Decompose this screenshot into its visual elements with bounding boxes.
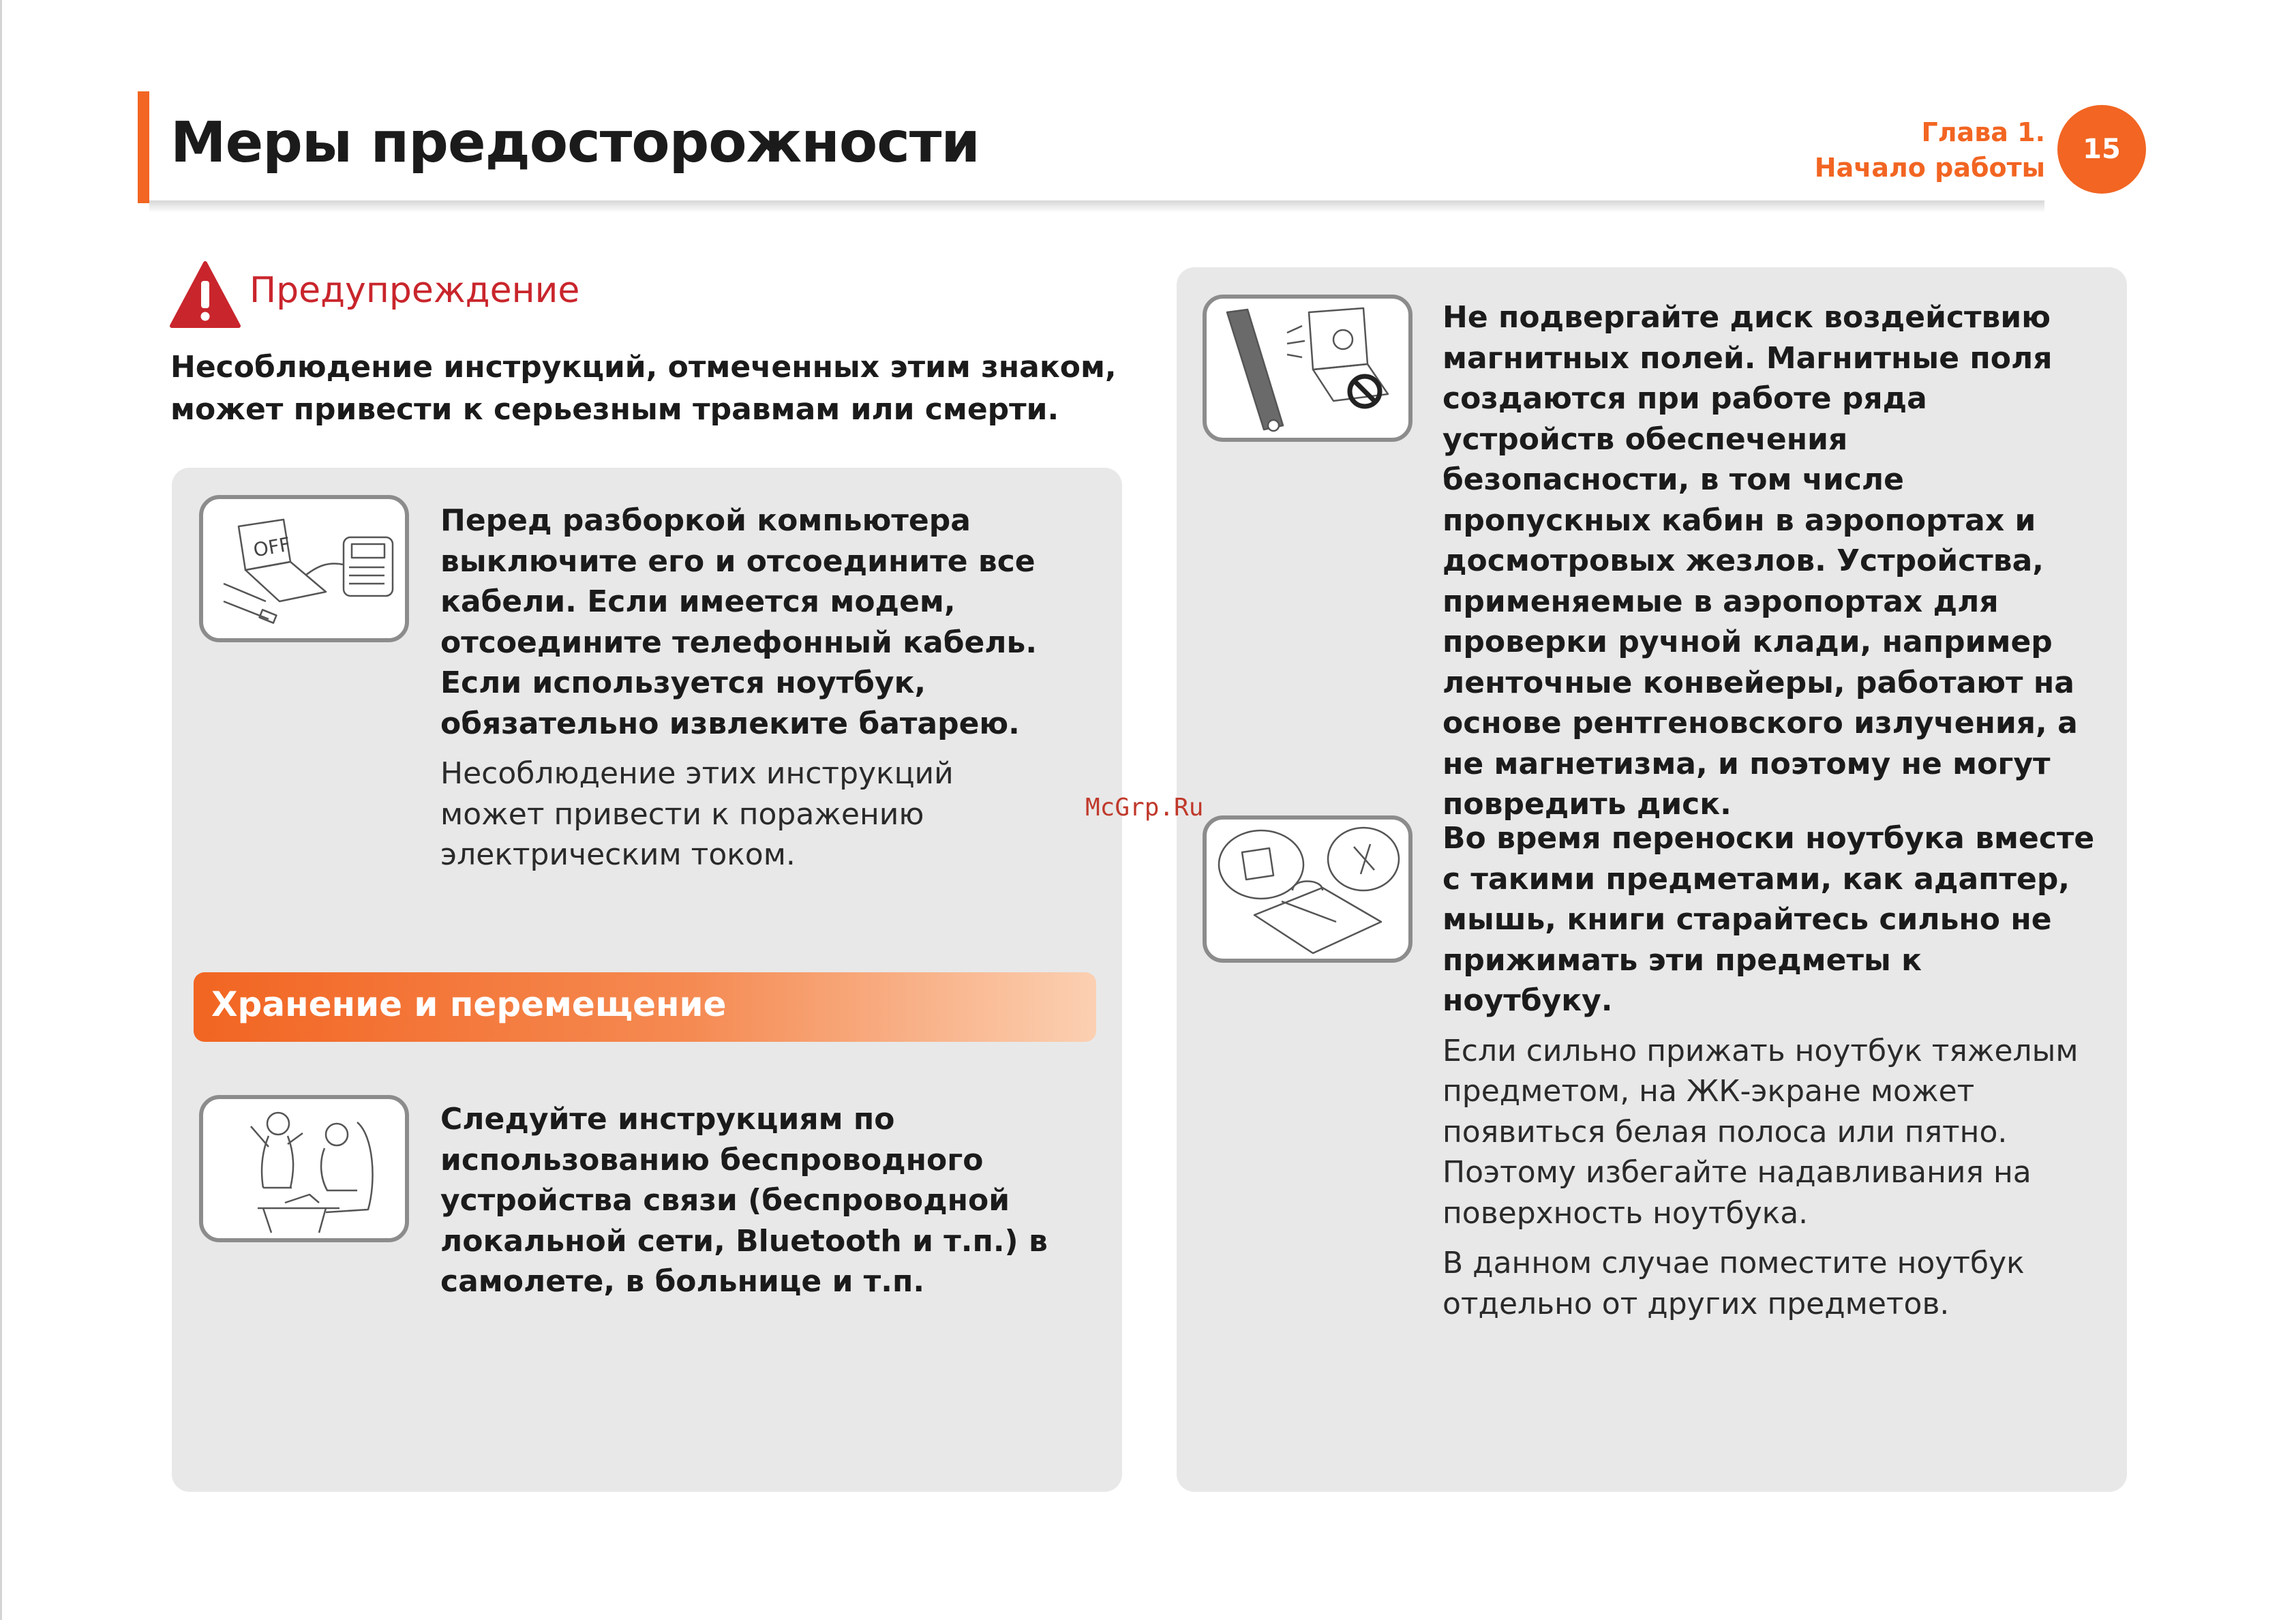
unplug-computer-illustration xyxy=(199,495,409,642)
warning-title: Предупреждение xyxy=(250,270,580,311)
disassembly-regular-text: Несоблюдение этих инструкций может привести к поражению электрическим током. xyxy=(440,756,954,872)
page-number-badge: 15 xyxy=(2057,105,2146,194)
disassembly-instruction xyxy=(440,500,1054,875)
carrying-bold-text: Во время переноски ноутбука вместе с такими предметами, как адаптер, мышь, книги старайтесь сильно не прижимать эти предметы к ноутбуку. xyxy=(1442,821,2095,1018)
wireless-instruction xyxy=(440,1099,1054,1302)
section-title: Хранение и перемещение xyxy=(211,985,727,1024)
magnetic-field-warning xyxy=(1442,297,2097,825)
chapter-number: Глава 1. xyxy=(1921,117,2045,147)
chapter-label xyxy=(1815,115,2045,185)
disassembly-bold-text: Перед разборкой компьютера выключите его и отсоедините все кабели. Если имеется модем, отсоедините телефонный кабель. Если используется ноутбук, обязательно извлеките батарею. xyxy=(440,503,1038,741)
title-accent-bar xyxy=(138,91,149,203)
off-label: OFF xyxy=(252,532,292,562)
chapter-title: Начало работы xyxy=(1814,153,2045,183)
carrying-regular-text-1: Если сильно прижать ноутбук тяжелым предметом, на ЖК-экране может появиться белая полоса или пятно. Поэтому избегайте надавливания на поверхность ноутбука. xyxy=(1442,1033,2079,1231)
section-header-storage xyxy=(194,972,1096,1042)
page-edge xyxy=(0,0,2,1620)
watermark: McGrp.Ru xyxy=(1085,794,1204,822)
warning-text: Несоблюдение инструкций, отмеченных этим знаком, может привести к серьезным травмам или смерти. xyxy=(170,350,1117,427)
magnetic-bold-text: Не подвергайте диск воздействию магнитных полей. Магнитные поля создаются при работе ряда устройств обеспечения безопасности, в том числе пропускных кабин в аэропортах и досмотровых жезлов. Устройства, применяемые в аэропортах для проверки ручной клади, например ленточные конвейеры, работают на основе рентгеновского излучения, а не магнетизма, и поэтому не могут повредить диск. xyxy=(1442,300,2078,822)
header-divider xyxy=(149,200,2044,213)
carrying-laptop-warning xyxy=(1442,818,2097,1324)
laptop-bag-illustration xyxy=(1203,815,1413,963)
page-title: Меры предосторожности xyxy=(170,110,980,175)
wireless-bold-text: Следуйте инструкциям по использованию беспроводного устройства связи (беспроводной локальной сети, Bluetooth и т.п.) в самолете, в больнице и т.п. xyxy=(440,1102,1048,1299)
magnetic-wand-illustration xyxy=(1203,295,1413,442)
warning-triangle-icon xyxy=(169,260,241,329)
wireless-airplane-illustration xyxy=(199,1095,409,1242)
carrying-regular-text-2: В данном случае поместите ноутбук отдельно от других предметов. xyxy=(1442,1246,2025,1321)
